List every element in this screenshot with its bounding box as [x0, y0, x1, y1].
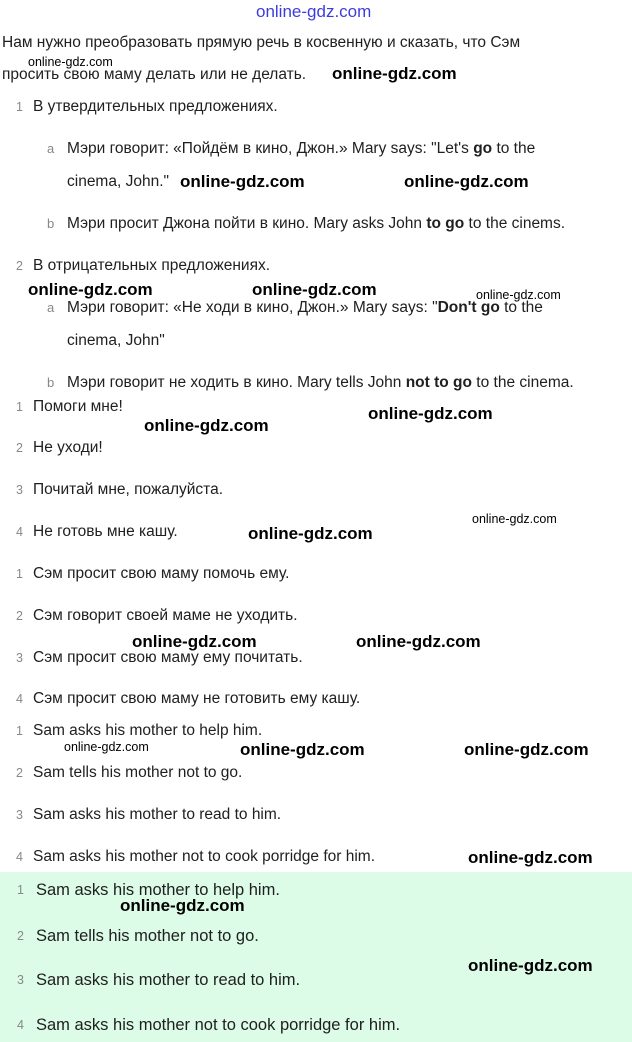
section-number: 2: [16, 259, 23, 273]
list-item: Sam asks his mother to read to him.: [33, 806, 282, 823]
list-item: Sam tells his mother not to go.: [33, 764, 243, 781]
item-letter: a: [47, 300, 55, 315]
watermark: online-gdz.com: [468, 848, 593, 867]
watermark: online-gdz.com: [464, 740, 589, 759]
list-number: 3: [17, 973, 24, 987]
watermark: online-gdz.com: [120, 896, 245, 915]
bold-part: to go: [426, 215, 465, 232]
text-part: to the: [492, 140, 536, 157]
answer-item: Sam asks his mother not to cook porridge for him.: [36, 1016, 401, 1034]
list-number: 1: [16, 567, 23, 581]
list-number: 4: [16, 850, 23, 864]
list-number: 4: [17, 1018, 24, 1032]
list-item: Sam asks his mother to help him.: [33, 722, 263, 739]
bold-part: go: [473, 140, 493, 157]
example-negat-a: [67, 298, 543, 318]
answer-item: Sam asks his mother to read to him.: [36, 971, 301, 989]
list-number: 1: [16, 724, 23, 738]
watermark-top: online-gdz.com: [256, 2, 372, 21]
list-item: Сэм говорит своей маме не уходить.: [33, 607, 298, 624]
item-letter: a: [47, 141, 55, 156]
list-number: 4: [16, 525, 23, 539]
watermark: online-gdz.com: [468, 956, 593, 975]
watermark: online-gdz.com: [332, 64, 457, 83]
watermark: online-gdz.com: [132, 632, 257, 651]
item-letter: b: [47, 216, 55, 231]
text-part: Мэри говорит не ходить в кино. Mary tells John: [67, 374, 406, 391]
watermark: online-gdz.com: [28, 55, 113, 69]
list-number: 4: [16, 692, 23, 706]
example-affirm-b: [67, 214, 565, 234]
intro-line-1: Нам нужно преобразовать прямую речь в косвенную и сказать, что Сэм: [2, 34, 521, 51]
answer-item: Sam tells his mother not to go.: [36, 927, 259, 945]
watermark: online-gdz.com: [252, 280, 377, 299]
text-part: to the: [499, 299, 543, 316]
watermark: online-gdz.com: [144, 416, 269, 435]
list-number: 3: [16, 651, 23, 665]
list-number: 2: [16, 766, 23, 780]
watermark: online-gdz.com: [476, 288, 561, 302]
section-label: В отрицательных предложениях.: [33, 257, 271, 274]
watermark: online-gdz.com: [64, 740, 149, 754]
watermark: online-gdz.com: [180, 172, 305, 191]
example-negat-a-line-2: cinema, John": [67, 332, 165, 349]
list-number: 1: [17, 883, 24, 897]
intro-line-2: просить свою маму делать или не делать.: [2, 66, 307, 83]
text-part: to the cinems.: [464, 215, 566, 232]
watermark: online-gdz.com: [404, 172, 529, 191]
example-negat-b: [67, 373, 574, 393]
answer-item: Sam asks his mother to help him.: [36, 881, 280, 899]
list-item: Sam asks his mother not to cook porridge for him.: [33, 848, 376, 865]
watermark: online-gdz.com: [28, 280, 153, 299]
list-number: 2: [16, 441, 23, 455]
list-item: Не уходи!: [33, 439, 103, 456]
list-item: Помоги мне!: [33, 398, 123, 415]
bold-part: Don't go: [437, 299, 500, 316]
text-part: Мэри говорит: «Пойдём в кино, Джон.» Mary says: "Let's: [67, 140, 474, 157]
list-number: 2: [17, 929, 24, 943]
text-part: Мэри просит Джона пойти в кино. Mary asks John: [67, 215, 427, 232]
list-number: 1: [16, 400, 23, 414]
list-item: Сэм просит свою маму ему почитать.: [33, 649, 303, 666]
watermark: online-gdz.com: [240, 740, 365, 759]
list-number: 2: [16, 609, 23, 623]
example-affirm-a: [67, 139, 535, 159]
bold-part: not to go: [405, 374, 472, 391]
text-part: to the cinema.: [472, 374, 574, 391]
list-number: 3: [16, 808, 23, 822]
list-number: 3: [16, 483, 23, 497]
watermark: online-gdz.com: [472, 512, 557, 526]
watermark: online-gdz.com: [356, 632, 481, 651]
list-item: Почитай мне, пожалуйста.: [33, 481, 223, 498]
text-part: Мэри говорит: «Не ходи в кино, Джон.» Mary says: ": [67, 299, 438, 316]
example-affirm-a-line-2: cinema, John.": [67, 173, 169, 190]
section-label: В утвердительных предложениях.: [33, 98, 278, 115]
list-item: Сэм просит свою маму не готовить ему кашу.: [33, 690, 361, 707]
item-letter: b: [47, 375, 55, 390]
list-item: Не готовь мне кашу.: [33, 523, 178, 540]
watermark: online-gdz.com: [248, 524, 373, 543]
list-item: Сэм просит свою маму помочь ему.: [33, 565, 290, 582]
section-number: 1: [16, 100, 23, 114]
watermark: online-gdz.com: [368, 404, 493, 423]
